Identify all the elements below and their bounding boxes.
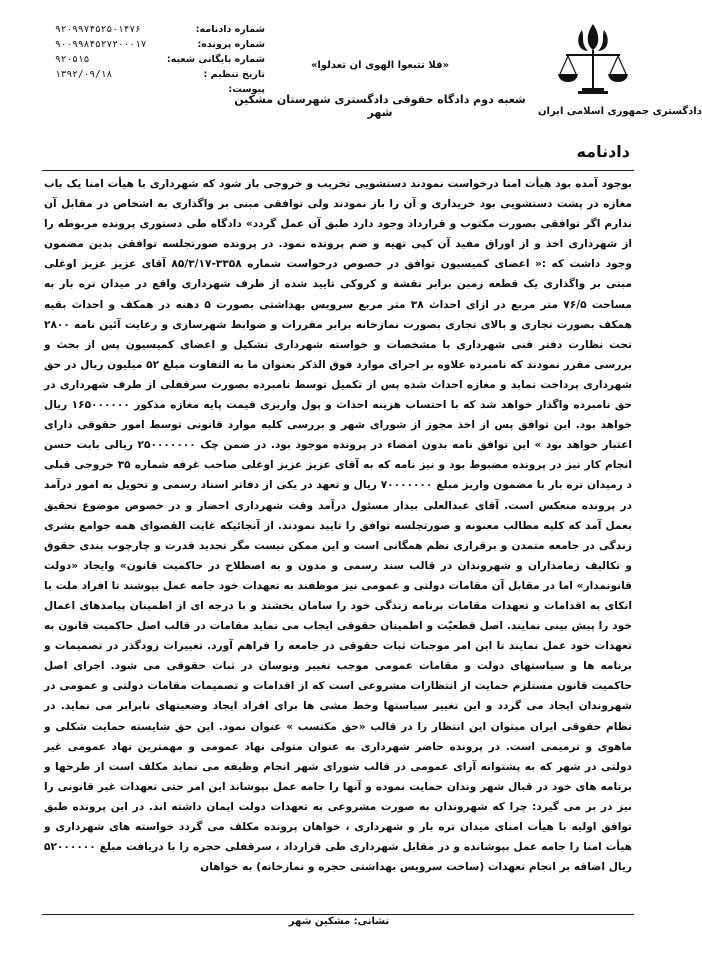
meta-row-case-number <box>55 37 265 52</box>
case-metadata <box>55 22 265 97</box>
meta-label: شماره دادنامه: <box>195 24 265 35</box>
meta-label: شماره بایگانی شعبه: <box>166 54 265 65</box>
document-header <box>0 0 702 161</box>
document-title: دادنامه <box>576 142 630 161</box>
meta-row-verdict-number <box>55 22 265 37</box>
meta-value: ۹۰۰۹۹۸۴۵۲۷۲۰۰۰۱۷ <box>55 39 147 50</box>
court-heading <box>230 60 530 119</box>
quranic-verse: «فلا تتبعوا الهوی ان تعدلوا» <box>310 60 450 71</box>
meta-value: ۹۲۰۵۱۵ <box>55 54 90 65</box>
judiciary-emblem-block <box>538 20 702 117</box>
meta-label: شماره پرونده: <box>197 39 265 50</box>
scales-of-justice-icon <box>548 20 638 102</box>
meta-label: تاریخ تنظیم : <box>203 69 265 80</box>
verdict-text: بوجود آمده بود هیأت امنا درخواست نمودند دستشویی تخریب و خروجی باز شود که شهرداری با هیأت امنا یک باب مغازه در پشت دستشویی بود خریداری و آن را باز نمودند ولی توافقی مبنی بر واگذاری به اشخاص در مقابل آن ندارم اگر توافقی بصورت مکتوب و قرارداد وجود دارد طبق آن عمل گردد» دادگاه طی دستوری پرونده مربوطه را از شهرداری اخذ و از اوراق مفید آن کپی تهیه و ضم پرونده نمود. در پرونده صورتجلسه توافقی بدین مضمون وجود داشت که :« اعضای کمیسیون توافق در خصوص درخواست شماره ۳۳۵۸-۸۵/۳/۱۷ آقای عزیز عزیز اوغلی مبنی بر واگذاری یک قطعه زمین برابر نقشه و کروکی تایید شده از طرف شهرداری واقع در میدان تره بار به مساحت ۷۶/۵ متر مربع در ازای احداث ۳۸ متر مربع سرویس بهداشتی بصورت ۵ دهنه در همکف و احداث بقیه همکف بصورت تجاری و بالای تجاری بصورت نمازخانه برابر مقررات و ضوابط شهرسازی و رعایت آئین نامه ۲۸۰۰ تحت نظارت دفتر فنی شهرداری با مشخصات و خواسته شهرداری تشکیل و اعضای کمیسیون پس از بحث و بررسی مقرر نمودند که نامبرده علاوه بر اجرای موارد فوق الذکر بعنوان ما به التفاوت مبلغ ۵۲ میلیون ریال در حق شهرداری پرداخت نماید و مغازه احداث شده پس از تکمیل توسط نامبرده بصورت سرقفلی از طرف شهرداری در حق نامبرده واگذار خواهد شد که با احتساب هزینه احداث و پول واریزی قیمت پایه مغازه مذکور ۱۶۵۰۰۰۰۰۰ ریال خواهد بود. این توافق پس از اخذ مجوز از شورای شهر و بررسی کلیه موارد قانونی توسط امور حقوقی دارای اعتبار خواهد بود » این توافق نامه بدون امضاء در پرونده موجود بود. در ضمن چک ۲۵۰۰۰۰۰۰۰ ریالی بابت حسن انجام کار نیز در پرونده مضبوط بود و نیز نامه که به آقای عزیز عزیز اوغلی صاحب غرفه شماره ۳۵ خروجی قبلی د رمیدان تره بار با مضمون واریز مبلغ ۷۰۰۰۰۰۰۰ ریال و تعهد در یکی از دفاتر اسناد رسمی و تحویل به امور درآمد در پرونده منعکس است. آقای عبدالعلی بیدار مسئول درآمد وقت شهرداری احضار و در خصوص موضوع تحقیق بعمل آمد که کلیه مطالب معنونه و صورتجلسه توافق را تایید نمودند. از آنجائیکه غایت القصوای همه جوامع بشری زندگی در جامعه متمدن و برقراری نظم همگانی است و این ممکن نیست مگر تحدید قدرت و چارچوب بندی حقوق و تکالیف زمامداران و شهروندان در قالب سند رسمی و مدون و به اصطلاح در حاکمیت قانون» وایجاد «دولت قانونمدار» اما در مقابل آن مقامات دولتی و عمومی نیز موظفند به تعهدات خود جامه عمل بپوشند تا افراد ملت با اتکای به اقدامات و تعهدات مقامات برنامه زندگی خود را سامان بخشند و با درجه ای از اطمینان پیامدهای اعمال خود را پیش بینی نمایند. اصل قطعیّت و اطمینان حقوقی ایجاب می نماید مقامات در قالب اصل حاکمیت قانون به تعهدات خود عمل نمایند تا این امر موجبات ثبات حقوقی در جامعه را فراهم آورد. تغییرات زودگذر در تصمیمات و برنامه ها و سیاستهای دولت و مقامات عمومی موجب تغییر ونوسان در ثبات حقوقی می شود. اجرای اصل حاکمیت قانون مستلزم حمایت از انتظارات مشروعی است که از اقدامات و تصمیمات مقامات دولتی و عمومی در شهروندان ایجاد می گردد و این تغییر سیاستها وخط مشی ها برای افراد ایجاد وضعیتهای نابرابر می نماید. در نظام حقوقی ایران میتوان این انتظار را در قالب «حق مکتسب » عنوان نمود. این حق شایسته حمایت شکلی و ماهوی و ترمیمی است. در پرونده حاضر شهرداری به عنوان متولی نهاد عمومی و مهمترین نهاد عمومی غیر دولتی در شهر که به پشتوانه آرای عمومی در قالب شورای شهر انجام وظیفه می نماید مکلف است از طرحها و برنامه های خود در قبال شهر وندان حمایت نموده و آنها را جامه عمل بپوشاند این امر حتی تعهدات غیر قانونی را نیز در بر می گیرد: چرا که شهروندان به صورت مشروعی به تعهدات دولت ایمان داشته اند. در این پرونده طبق توافق اولیه با هیأت امنای میدان تره بار و شهرداری ، خواهان پرونده مکلف می گردد خواسته های شهرداری و هیأت امنا را جامه عمل بپوشانده و در مقابل شهرداری طی قرارداد ، سرقفلی حجره را با دریافت مبلغ ۵۲۰۰۰۰۰۰ ریال اضافه بر انجام تعهدات (ساخت سرویس بهداشتی حجره و نمازخانه) به خواهان <box>44 178 633 874</box>
meta-value: ۱۳۹۲/۰۹/۱۸ <box>55 69 113 80</box>
meta-row-archive-number <box>55 52 265 67</box>
footer-address: نشانی: مشکین شهر <box>288 916 390 927</box>
meta-row-attachment <box>55 82 265 97</box>
meta-value: ۹۲۰۹۹۷۴۵۲۵۰۱۴۷۶ <box>55 24 141 35</box>
emblem-caption: دادگستری جمهوری اسلامی ایران <box>538 106 702 117</box>
meta-label: پیوست: <box>228 84 265 95</box>
verdict-body <box>42 170 634 915</box>
court-name: شعبه دوم دادگاه حقوقی دادگستری شهرستان مشکین شهر <box>234 93 526 119</box>
meta-row-date <box>55 67 265 82</box>
